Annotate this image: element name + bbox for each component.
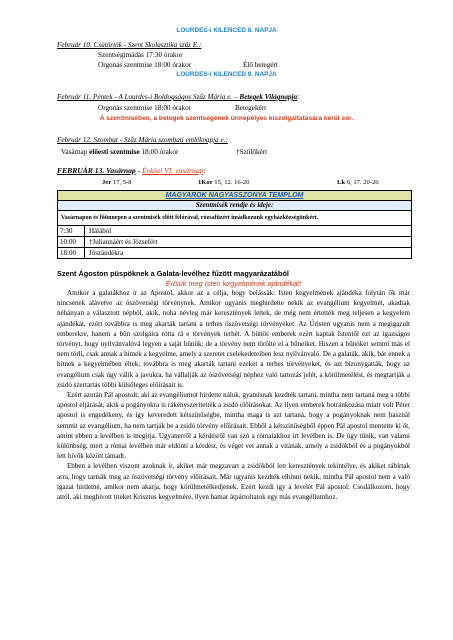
- article-subtitle: Értsük meg Isten kegyelmének ajándékát!: [165, 279, 302, 288]
- mass-time: 7:30: [58, 226, 85, 236]
- reading-3: Lk 6, 17. 20-26: [337, 179, 379, 186]
- feb10-title: Február 10. Csütörtök - Szent Skolasztika szűz E.:: [57, 41, 202, 49]
- feb13-title: FEBRUÁR 13. Vasárnap - Évközi VI. vasárnap:: [57, 166, 206, 175]
- article-paragraph: Ezért azután Pál apostolt, aki az evangéliumot hirdette náluk, gyanúsnak kezdték tartani, mintha nem tartaná meg a többi apostol eljárását, akik a pogányokra is rákényszerítették a zsidó előírásokat. Az ilyen emberek botránkozása miatt volt Péter apostol is engedékeny, és így keveredett kétszínűségbe, mintha maga is azt tartaná, hogy a pogányoknak nem használ semmit az evangélium, ha nem tartják be a zsidó törvény előírásait. Ebből a kétszínűségből éppen Pál apostol mentette ki őt, amint ebben a levélben is megírja. Ugyanerről a kérdésről van szó a rómaiakhoz írt levélben is. De úgy tűnik, van valami különbség, mert a római levélben már eldönti a kérdést, és véget vet annak a vitának, amely a zsidókból és a pogányokból lett hívők között támadt.: [57, 391, 410, 461]
- mass-intention: Jószándékra: [89, 249, 124, 257]
- article-paragraph: Amikor a galatákhoz ír az Apostol, akkor az a célja, hogy belássák: Isten kegyelmének ajándéka folytán ők már nincsenek alávetve az ószövetségi törvénynek. Amikor ugyanis meghirdette nekik az evangélium kegyelmét, akadtak néhányan a választott népből, akik, noha névleg már keresztények lettek, de még nem értették meg teljesen a kegyelem ajándékát, ezért továbbra is meg akarták tartani a terhes ószövetségi törvényeket. Az Úristen ugyanis nem a megigazult emberekre, hanem a bűn szolgáira rótta rá e törvények terhét. A bűnös emberek ezért kaptak Istentől ezt az igazságos törvényt, hogy nyilvánvalóvá legyen a saját bűnük; de a törvény nem törölte el a bűneiket. Hiszen a bűnöket semmi más el nem törli, csak annak a hitnek a kegyelme, amely a szeretet cselekedeteiben lesz nyilvánvaló. De a galaták, akik, bár ennek a hitnek a kegyelmében éltek, továbbra is meg akarták tartani ezeket a terhes törvényeket, és azt bizonygatták, hogy az evangélium csak úgy válik a javukra, ha vállalják az ószövetségi néphez való tartozás jelét, a körülmetélést, és megtartják a zsidó szertartás többi külsőleges előírásait is.: [57, 289, 410, 389]
- schedule-subtitle: Szentmisék rendje és ideje:: [58, 201, 411, 211]
- mass-intention: †Juliannáért és Józsefért: [89, 238, 158, 246]
- mass-schedule-table: [57, 190, 412, 259]
- feb12-title: Február 12. Szombat - Szűz Mária szombati emléknapja e.:: [57, 136, 228, 144]
- mass-intention: Hálából: [89, 227, 112, 235]
- church-name: MAGYAROK NAGYASSZONYA TEMPLOM: [58, 191, 411, 201]
- feb11-red-note: A szentmisében, a betegek szentségének ünnepélyes kiszolgáltatására kerül sor.: [99, 115, 354, 122]
- mass-row: [58, 237, 411, 248]
- article-body: [57, 288, 410, 502]
- mass-row: [58, 226, 411, 237]
- feb10-line1: Szentségimádás 17:30 órakor: [98, 51, 183, 59]
- reading-1: Jer 17, 5-8: [102, 179, 132, 186]
- article-paragraph: Ebben a levélben viszont azoknak ír, akiket már megzavart a zsidókból lett keresztények tekintélye, és akiket rábírtak arra, hogy tartsák meg az ószövetségi törvény előírásait. Már ugyanis kezdték elhinni nekik, mintha Pál apostol nem a való igazat hirdetné, amikor nem akarja, hogy körülmetélkedjenek. Ezért kezdi így a levelét Pál apostol: Csodálkozom, hogy attól, aki meghívott titeket Krisztus kegyelmére, ilyen hamar átpártoltatok egy más evangéliumhoz.: [57, 462, 410, 502]
- mass-row: [58, 248, 411, 258]
- feb10-line2: Orgonás szentmise 18:00 órakor Élő betegért: [98, 61, 278, 69]
- feb11-line1: Orgonás szentmise 18:00 órakor Betegekért: [98, 104, 267, 112]
- novena-day9-heading: LOURDES-i KILENCED 9. NAPJA: [176, 71, 277, 78]
- mass-time: 10:00: [58, 237, 85, 247]
- mass-time: 18:00: [58, 248, 85, 258]
- feb12-line1: Vasárnap előesti szentmise 18:00 órakor †Szülőkért: [61, 148, 268, 156]
- reading-2: 1Kor 15, 12. 16-20: [198, 179, 250, 186]
- feb11-title: Február 11. Péntek - A Lourdes-i Boldogságos Szűz Mária e. – Betegek Világnapja:: [57, 93, 300, 101]
- novena-day8-heading: LOURDES-i KILENCED 8. NAPJA: [176, 27, 277, 34]
- rosary-note: Vasárnapon és főünnepen a szentmisék előtt félórával, rózsafüzért imádkozunk egyházközségünkért.: [58, 211, 411, 226]
- article-title: Szent Ágoston püspöknek a Galata-levélhez fűzött magyarázatából: [57, 269, 289, 278]
